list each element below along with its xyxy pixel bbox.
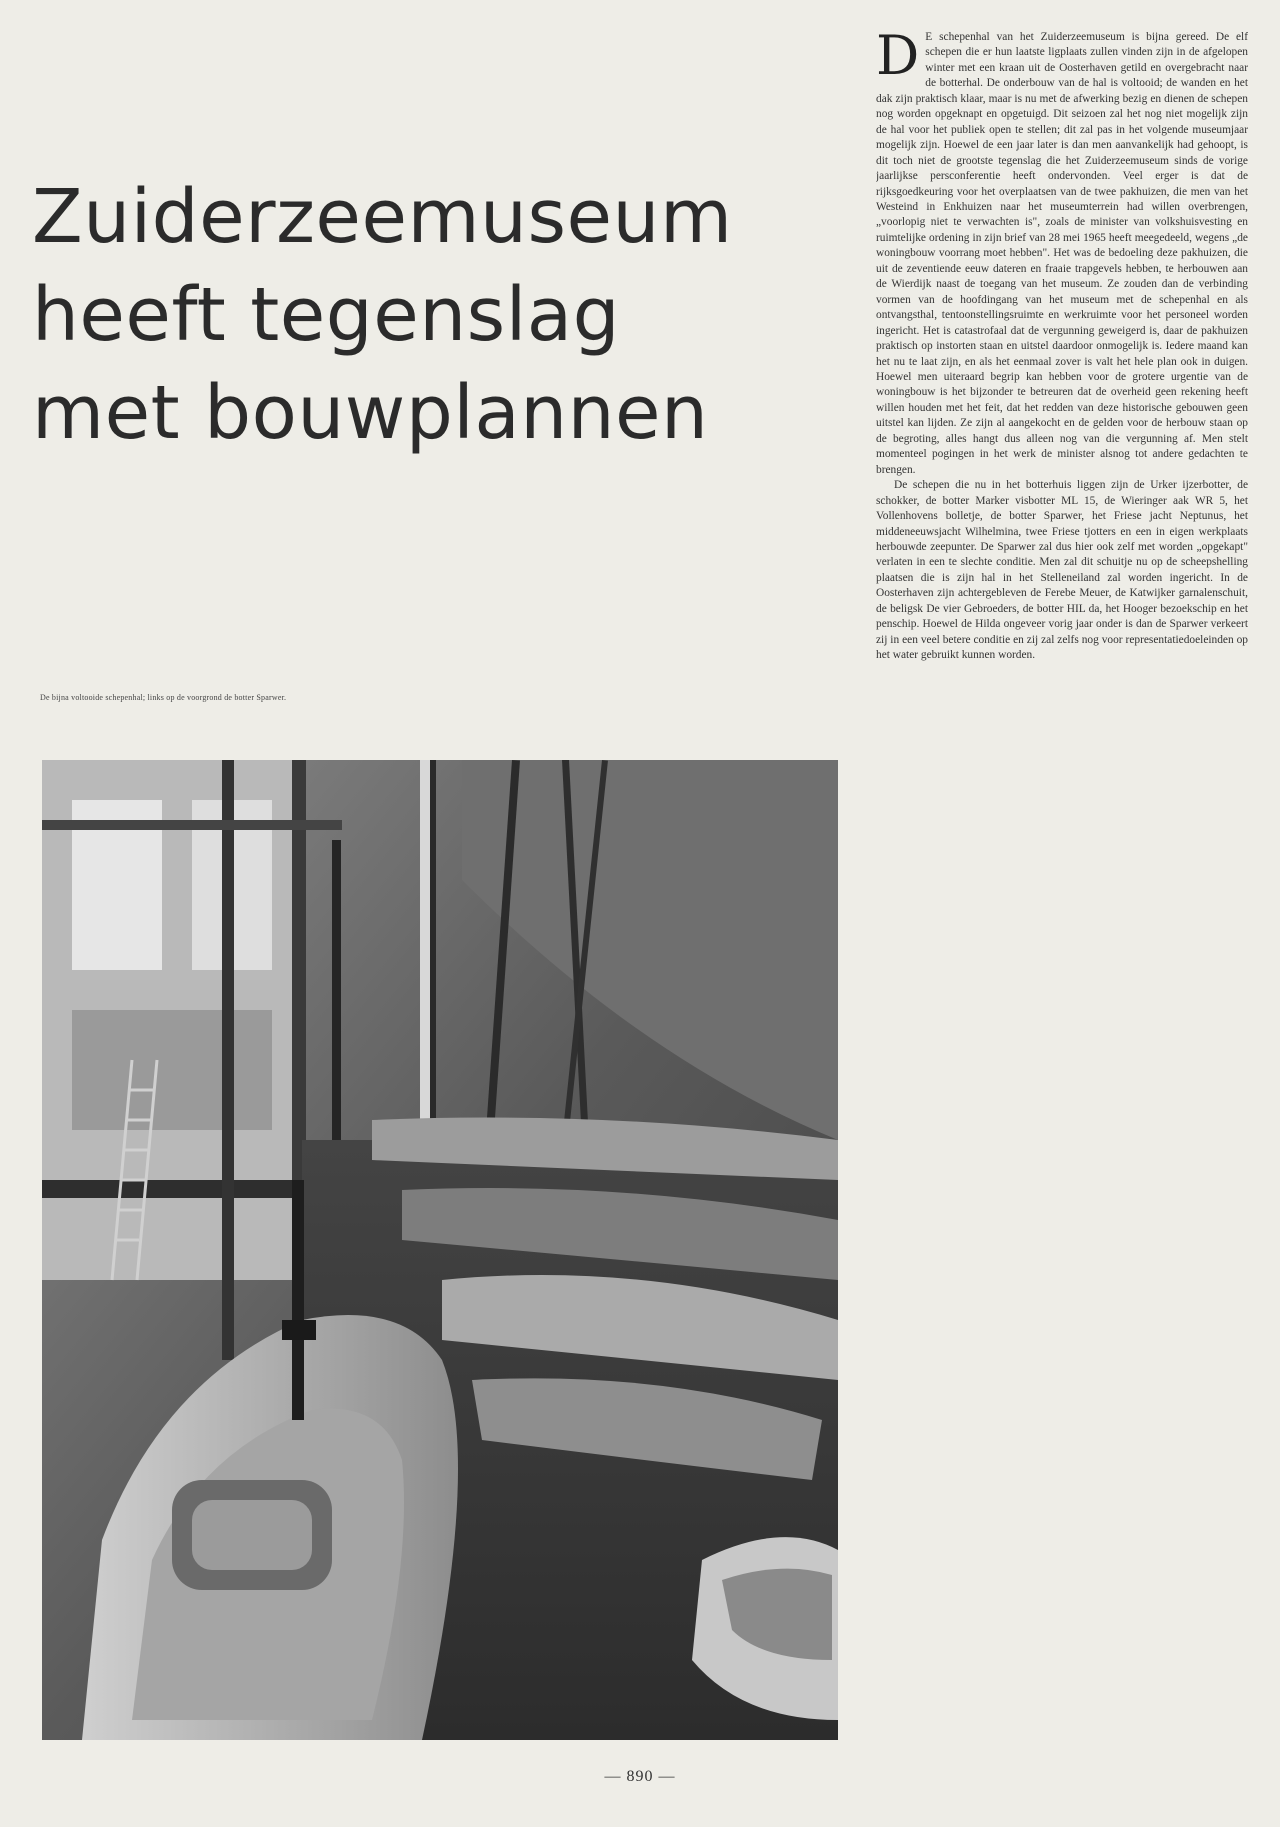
body-paragraph-1-text: E schepenhal van het Zuiderzeemuseum is bijna gereed. De elf schepen die er hun laatste ligplaats zullen vinden zijn in de afgelopen winter met een kraan uit de Oosterhaven getild en overgebracht naar de botterhal. De onderbouw van de hal is voltooid; de wanden en het dak zijn praktisch klaar, maar is nu met de afwerking bezig en dienen de schepen nog worden opgeknapt en opgetuigd. Dit seizoen zal het nog niet mogelijk zijn de hal voor het publiek open te stellen; dit zal pas in het volgende museumjaar mogelijk zijn. Hoewel de een jaar later is dan men aanvankelijk had gehoopt, is dit toch niet de grootste tegenslag die het Zuiderzeemuseum sinds de vorige jaarlijkse persconferentie heeft ondervonden. Veel erger is dat de rijksgoedkeuring voor het overplaatsen van de twee pakhuizen, die men van het Westeind in Enkhuizen naar het museumterrein had willen overbrengen, „voorlopig niet te verwachten is", zoals de minister van volkshuisvesting en ruimtelijke ordening in zijn brief van 28 mei 1965 heeft meegedeeld, wegens „de woningbouw voorrang moet hebben". Het was de bedoeling deze pakhuizen, die uit de zeventiende eeuw dateren en fraaie trapgevels hebben, te herbouwen aan de Wierdijk naast de toegang van het museum. Ze zouden dan de verbinding vormen van de hoofdingang van het museum met de schepenhal en als ontvangsthal, tentoonstellingsruimte en werkruimte voor het personeel worden ingericht. Het is catastrofaal dat de vergunning geweigerd is, daar de pakhuizen praktisch op instorten staan en uitstel daardoor onmogelijk is. Iedere maand kan het nu te laat zijn, en als het eenmaal zover is valt het hele plan ook in duigen. Hoewel men uiteraard begrip kan hebben voor de grotere urgentie van de woningbouw is het bijzonder te betreuren dat de overheid geen rekening heeft willen houden met het feit, dat het redden van deze historische gebouwen geen uitstel kan lijden. Ze zijn al aangekocht en de gelden voor de herbouw staan op de begroting, alles hangt dus alleen nog van die vergunning af. Men stelt momenteel pogingen in het werk de minister alsnog tot andere gedachten te brengen. <box>876 31 1248 476</box>
article-body <box>876 30 1248 1742</box>
drop-cap: D <box>876 30 920 87</box>
body-paragraph-2: De schepen die nu in het botterhuis liggen zijn de Urker ijzerbotter, de schokker, de botter Marker visbotter ML 15, de Wieringer aak WR 5, het Vollenhovens bolletje, de botter Sparwer, het Friese jacht Neptunus, het middeneeuwsjacht Wilhelmina, twee Friese tjotters en een in eigen werkplaats herbouwde zeepunter. De Sparwer zal dus hier ook zelf met worden „opgekapt" verlaten in een te slechte conditie. Men zal dit schuitje nu op de scheepshelling plaatsen die is zijn hal in het Stelleneiland zal worden ingericht. In de Oosterhaven zijn achtergebleven de Ferebe Meuer, de Katwijker garnalenschuit, de beligsk De vier Gebroeders, de botter HIL da, het Hooger bezoekschip en het penschip. Hoewel de Hilda ongeveer vorig jaar onder is dan de Sparwer verkeert zij in een veel betere conditie en zij zal zelfs nog voor representatiedoeleinden op het water gebruikt kunnen worden. <box>876 479 1248 662</box>
headline-line-3: met bouwplannen <box>32 370 709 456</box>
photo-caption: De bijna voltooide schepenhal; links op de voorgrond de botter Sparwer. <box>40 693 287 702</box>
article-headline <box>32 168 822 462</box>
page-number: — 890 — <box>604 1768 676 1785</box>
headline-line-2: heeft tegenslag <box>32 272 621 358</box>
ship-hall-photo <box>42 760 838 1740</box>
headline-line-1: Zuiderzeemuseum <box>32 174 733 260</box>
body-paragraph-1 <box>876 30 1248 478</box>
